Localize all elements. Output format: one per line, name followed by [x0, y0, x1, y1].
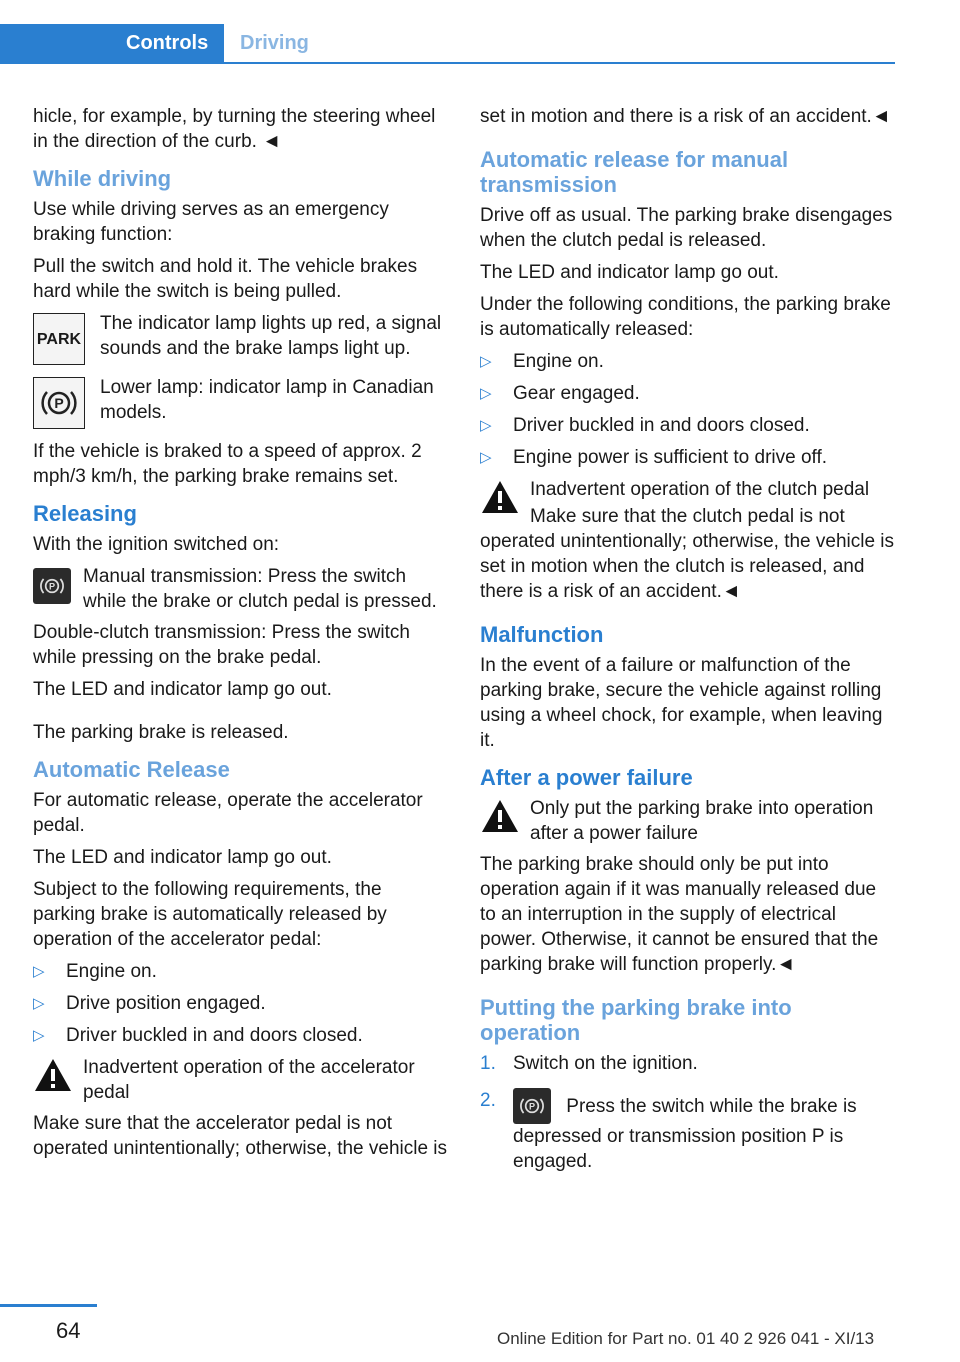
steps-list	[480, 1051, 895, 1174]
right-column	[480, 104, 895, 1181]
warning-text: Make sure that the accelerator pedal is not operated unintentionally; otherwise, the vehicle is	[33, 1113, 448, 1159]
tab-controls[interactable]: Controls	[0, 24, 224, 62]
parking-brake-switch-icon	[33, 568, 71, 604]
manual-release-text: Manual transmission: Press the switch while the brake or clutch pedal is pressed.	[83, 566, 437, 612]
warning-accelerator	[33, 1055, 448, 1105]
list-item: ▷ Engine power is sufficient to drive off.	[480, 447, 828, 468]
step-item: 1. Switch on the ignition.	[480, 1053, 698, 1074]
paragraph: In the event of a failure or malfunction of the parking brake, secure the vehicle against rolling using a wheel chock, for example, when leaving it.	[480, 655, 883, 751]
heading-automatic-release-manual: Automatic release for manual transmission	[480, 147, 789, 197]
step-item: 2. P Press the switch while the brake is depressed or transmission position P is engaged.	[480, 1090, 857, 1172]
paragraph: The parking brake should only be put into operation again if it was manually released due to an interruption in the supply of electrical power. Otherwise, it cannot be ensured that the parking brake will function properly.◄	[480, 854, 879, 975]
heading-malfunction: Malfunction	[480, 622, 604, 647]
paragraph: Under the following conditions, the parking brake is automatically released:	[480, 294, 891, 340]
warning-triangle-icon	[480, 479, 520, 515]
paragraph: Subject to the following requirements, the parking brake is automatically released by operation of the accelerator pedal:	[33, 879, 387, 950]
paragraph: hicle, for example, by turning the steering wheel in the direction of the curb. ◄	[33, 106, 436, 152]
release-conditions-list	[480, 349, 895, 470]
warning-title: Inadvertent operation of the clutch pedal	[530, 479, 870, 500]
parking-brake-switch-icon	[513, 1088, 551, 1124]
triangle-bullet-icon: ▷	[33, 1027, 45, 1044]
paragraph: The parking brake is released.	[33, 722, 289, 743]
page-number: 64	[56, 1318, 81, 1343]
warning-title: Only put the parking brake into operation after a power failure	[530, 798, 874, 844]
svg-text:P: P	[54, 395, 64, 411]
warning-clutch	[480, 477, 895, 502]
paragraph: If the vehicle is braked to a speed of approx. 2 mph/3 km/h, the parking brake remains set.	[33, 441, 422, 487]
paragraph: The LED and indicator lamp go out.	[33, 679, 332, 700]
park-indicator-label: PARK	[36, 330, 82, 348]
list-item: ▷ Driver buckled in and doors closed.	[33, 1025, 363, 1046]
svg-text:P: P	[48, 581, 56, 592]
manual-release-row	[33, 564, 448, 614]
paragraph: The LED and indicator lamp go out.	[480, 262, 779, 283]
paragraph: Double-clutch transmission: Press the switch while pressing on the brake pedal.	[33, 622, 410, 668]
heading-releasing: Releasing	[33, 501, 137, 526]
triangle-bullet-icon: ▷	[480, 449, 492, 466]
triangle-bullet-icon: ▷	[480, 353, 492, 370]
edition-note: Online Edition for Part no. 01 40 2 926 041 - XI/13	[497, 1329, 875, 1348]
warning-title: Inadvertent operation of the accelerator pedal	[83, 1057, 415, 1103]
chapter-tabs	[0, 24, 895, 64]
heading-while-driving: While driving	[33, 166, 172, 191]
parking-brake-lamp-icon	[33, 377, 85, 429]
triangle-bullet-icon: ▷	[33, 995, 45, 1012]
paragraph: Pull the switch and hold it. The vehicle brakes hard while the switch is being pulled.	[33, 256, 418, 302]
heading-power-failure: After a power failure	[480, 765, 693, 790]
list-item: ▷ Driver buckled in and doors closed.	[480, 415, 810, 436]
heading-automatic-release: Automatic Release	[33, 757, 230, 782]
triangle-bullet-icon: ▷	[33, 963, 45, 980]
triangle-bullet-icon: ▷	[480, 417, 492, 434]
lower-lamp-row	[33, 375, 448, 433]
triangle-bullet-icon: ▷	[480, 385, 492, 402]
tab-driving[interactable]: Driving	[240, 32, 309, 54]
paragraph: Drive off as usual. The parking brake disengages when the clutch pedal is released.	[480, 205, 893, 251]
warning-triangle-icon	[480, 798, 520, 834]
footer-rule	[0, 1304, 97, 1307]
left-column	[33, 104, 448, 1168]
park-indicator-icon	[33, 313, 85, 365]
list-item: ▷ Gear engaged.	[480, 383, 640, 404]
paragraph: Use while driving serves as an emergency braking function:	[33, 199, 389, 245]
paragraph: With the ignition switched on:	[33, 534, 280, 555]
paragraph: For automatic release, operate the accelerator pedal.	[33, 790, 423, 836]
park-indicator-row	[33, 311, 448, 369]
svg-text:P: P	[528, 1101, 536, 1112]
paragraph: set in motion and there is a risk of an accident.◄	[480, 106, 891, 127]
warning-power-failure	[480, 796, 895, 846]
heading-putting-into-operation: Putting the parking brake into operation	[480, 995, 792, 1045]
paragraph: The LED and indicator lamp go out.	[33, 847, 332, 868]
warning-triangle-icon	[33, 1057, 73, 1093]
lower-lamp-text: Lower lamp: indicator lamp in Canadian models.	[100, 377, 434, 423]
release-requirements-list	[33, 959, 448, 1048]
list-item: ▷ Engine on.	[480, 351, 604, 372]
warning-text: Make sure that the clutch pedal is not operated unintentionally; otherwise, the vehicle is set in motion when the clutch is released, and there is a risk of an accident.◄	[480, 506, 895, 602]
park-indicator-text: The indicator lamp lights up red, a signal sounds and the brake lamps light up.	[100, 313, 442, 359]
list-item: ▷ Engine on.	[33, 961, 157, 982]
list-item: ▷ Drive position engaged.	[33, 993, 266, 1014]
